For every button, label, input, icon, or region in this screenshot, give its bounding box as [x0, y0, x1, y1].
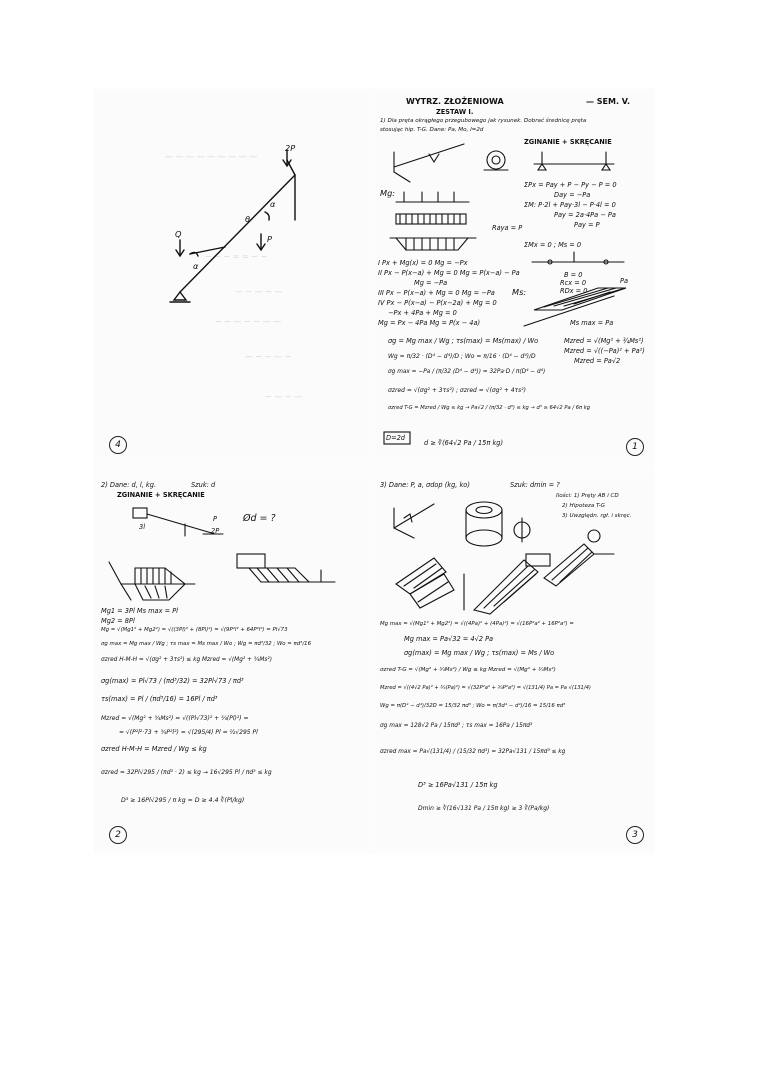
page-1-title: WYTRZ. ZŁOŻENIOWA — [406, 97, 504, 106]
moment-equilibrium: ΣMx = 0 ; Ms = 0 — [524, 241, 582, 249]
section-4: IV Px − P(x−a) − P(x−2a) + Mg = 0 — [378, 299, 497, 307]
page-3-head-2: Szuk: dmin = ? — [510, 481, 560, 489]
formula-9: D=2d — [386, 434, 405, 442]
line-11: σzred = 32Pl√295 / (πd³ · 2) ≤ kg → 16√295 Pl / πd³ ≤ kg — [101, 769, 272, 776]
p3-line-8: σzred max = Pa√(131/4) / (15/32 πd³) = 32Pa√131 / 15πd³ ≤ kg — [380, 749, 566, 755]
page-1-task-line-2: stosując hip. T-G. Dane: Pa, Mo, l=2d — [380, 127, 484, 133]
page-2-panel — [95, 474, 372, 850]
formula-3: σg max = −Pa / (π/32 (D⁴ − d⁴)) = 32Pa·D / π(D⁴ − d⁴) — [388, 369, 546, 375]
frame-sketch — [95, 92, 372, 462]
p3-line-1: Mg max = √(Mg1² + Mg2²) = √((4Pa)² + (4Pa)²) = √(16P²a² + 16P²a²) = — [380, 621, 574, 627]
p3-line-4: σzred T-G = √(Mg² + ¾Ms²) / Wg ≤ kg Mzred = √(Mg² + ¾Ms²) — [380, 667, 556, 673]
formula-5: Mzred = √((−Pa)² + Pa²) — [564, 347, 645, 355]
p3-line-6: Wg = π(D⁴ − d⁴)/32D = 15/32 πd³ ; Wo = π(3d⁴ − d⁴)/16 = 15/16 πd³ — [380, 703, 566, 709]
section-2: II Px − P(x−a) + Mg = 0 Mg = P(x−a) − Pa — [378, 269, 520, 277]
page-4-panel: — — — — — — — — — ~ ~ ~ = = ~ ~ — ~ — ~ — ~ ~ — ~ ~ — — — ~ ~ — ~ ~ — ~ — 2P α θ Q P α 4 — [95, 92, 372, 462]
page-3-panel — [374, 474, 652, 850]
formula-6: Mzred = Pa√2 — [574, 357, 621, 365]
ms-max: Ms max = Pa — [570, 319, 614, 327]
formula-10: d ≥ ∛(64√2 Pa / 15π kg) — [424, 439, 504, 447]
reaction-1: B = 0 — [564, 271, 583, 279]
line-6: σg(max) = Pl√73 / (πd³/32) = 32Pl√73 / πd³ — [101, 677, 244, 685]
reaction-2: Rcx = 0 — [560, 279, 587, 287]
page-2-head-1: 2) Dane: d, l, kg. — [101, 481, 157, 489]
page-3-diagrams — [374, 474, 652, 850]
label-Q: Q — [175, 229, 182, 239]
p3-line-10: Dmin ≥ ∛(16√131 Pa / 15π kg) ≥ 3 ∛(Pa/kg) — [418, 805, 550, 812]
line-2: Mg2 = 8Pl — [101, 617, 135, 625]
line-8: Mzred = √(Mg² + ¾Ms²) = √((Pl√73)² + ¾(Pl)²) = — [101, 715, 249, 722]
page-2-head-2: Szuk: d — [191, 481, 216, 489]
eq-6: Raya = P — [492, 224, 523, 232]
page-number-4: 4 — [109, 436, 127, 454]
label-P: P — [267, 234, 272, 244]
line-4: σg max = Mg max / Wg ; τs max = Ms max / Wo ; Wg = πd³/32 ; Wo = πd³/16 — [101, 641, 312, 647]
eq-2: Day = −Pa — [554, 191, 591, 199]
label-ms: Ms: — [512, 287, 527, 297]
section-4b: −Px + 4Pa + Mg = 0 — [388, 309, 457, 317]
reaction-3: RDx = 0 — [560, 287, 588, 295]
formula-7: σzred = √(σg² + 3τs²) ; σzred = √(σg² + 4τs²) — [388, 387, 527, 394]
formula-1: σg = Mg max / Wg ; τs(max) = Ms(max) / Wo — [388, 337, 539, 345]
page-number-1: 1 — [626, 438, 644, 456]
section-2-result: Mg = −Pa — [414, 279, 448, 287]
line-7: τs(max) = Pl / (πd³/16) = 16Pl / πd³ — [101, 695, 218, 703]
page-2-head-3: ZGINANIE + SKRĘCANIE — [117, 491, 205, 499]
eq-5: Pay = P — [574, 221, 600, 229]
line-9: = √(P²l²·73 + ¾P²l²) = √(295/4) Pl = ½√295 Pl — [119, 729, 258, 736]
eq-3: ΣM: P·2l + Pay·3l − P·4l = 0 — [524, 201, 616, 209]
line-1: Mg1 = 3Pl Ms max = Pl — [101, 607, 178, 615]
label-theta: θ — [245, 214, 251, 224]
page-2-phi: Ød = ? — [243, 513, 276, 524]
eq-1: ΣPx = Pay + P − Py − P = 0 — [524, 181, 617, 189]
p3-line-2: Mg max = Pa√32 = 4√2 Pa — [404, 635, 494, 643]
page-1-panel — [374, 92, 652, 462]
label-mg: Mg: — [380, 188, 396, 198]
formula-4: Mzred = √(Mg² + ¾Ms²) — [564, 337, 644, 345]
line-10: σzred H-M-H = Mzred / Wg ≤ kg — [101, 745, 207, 753]
page-1-sem: — SEM. V. — [586, 97, 630, 106]
label-P-a: P — [213, 515, 217, 523]
page-3-note-2: 2) Hipoteza T-G — [562, 503, 606, 509]
page-3-note-1: Ilości: 1) Pręty AB i CD — [556, 493, 619, 499]
p3-line-5: Mzred = √((4√2 Pa)² + ¾(Pa)²) = √(32P²a² + ¾P²a²) = √(131/4) Pa = Pa √(131/4) — [380, 685, 591, 691]
p3-line-3: σg(max) = Mg max / Wg ; τs(max) = Ms / Wo — [404, 649, 555, 657]
page-3-note-3: 3) Uwzględn. rgł. i skręc. — [562, 513, 632, 519]
label-3l: 3l — [139, 523, 146, 531]
eq-4: Pay = 2a·4Pa − Pa — [554, 211, 616, 219]
label-pa: Pa — [620, 277, 629, 285]
label-2P: 2P — [285, 143, 296, 153]
line-5: σzred H-M-H = √(σg² + 3τs²) ≤ kg Mzred = √(Mg² + ¾Ms²) — [101, 657, 272, 663]
formula-2: Wg = π/32 · (D⁴ − d⁴)/D ; Wo = π/16 · (D⁴ − d⁴)/D — [388, 353, 536, 360]
section-1: I Px + Mg(x) = 0 Mg = −Px — [378, 259, 468, 267]
page-number-2: 2 — [109, 826, 127, 844]
page-number-3: 3 — [626, 826, 644, 844]
label-alpha-2: α — [193, 261, 199, 271]
page-1-zestaw: ZESTAW I. — [436, 108, 474, 116]
formula-8: σzred T-G = Mzred / Wg ≤ kg → Pa√2 / (π/32 · d³) ≤ kg → d³ ≥ 64√2 Pa / 6π kg — [388, 405, 591, 411]
p3-line-7: σg max = 128√2 Pa / 15πd³ ; τs max = 16Pa / 15πd³ — [380, 723, 533, 729]
line-3: Mg = √(Mg1² + Mg2²) = √((3Pl)² + (8Pl)²) = √(9P²l² + 64P²l²) = Pl√73 — [101, 627, 288, 633]
section-3: III Px − P(x−a) + Mg = 0 Mg = −Pa — [378, 289, 495, 297]
page-1-scheme-title: ZGINANIE + SKRĘCANIE — [524, 138, 612, 146]
p3-line-9: D³ ≥ 16Pa√131 / 15π kg — [418, 781, 498, 789]
section-4-result: Mg = Px − 4Pa Mg = P(x − 4a) — [378, 319, 481, 327]
line-12: D³ ≥ 16Pl√295 / π kg ≈ D ≥ 4.4 ∛(Pl/kg) — [121, 797, 245, 804]
label-alpha: α — [270, 199, 276, 209]
page-1-task-line-1: 1) Dla pręta okrągłego przegubowego jak rysunek. Dobrać średnicę pręta — [380, 118, 587, 124]
page-3-head-1: 3) Dane: P, a, σdop (kg, ko) — [380, 481, 470, 489]
label-2P-a: 2P — [211, 527, 220, 535]
